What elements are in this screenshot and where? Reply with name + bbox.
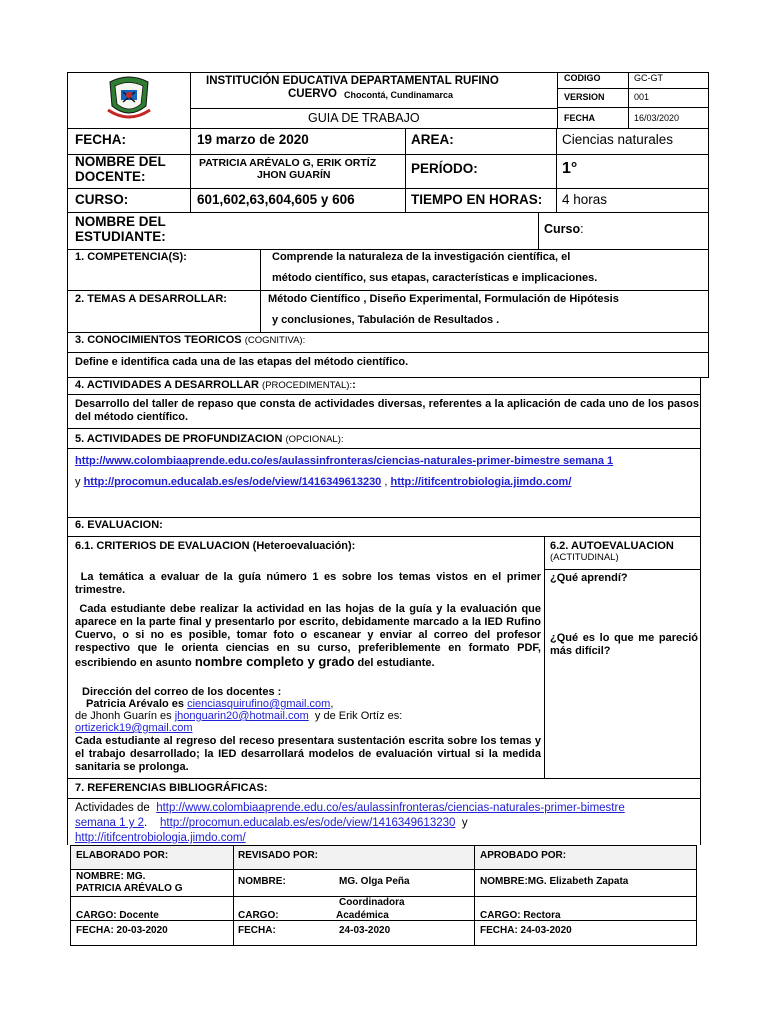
- competencia-label: 1. COMPETENCIA(S):: [75, 251, 187, 263]
- codigo-label: CODIGO: [564, 73, 601, 83]
- fecha-field-label: FECHA:: [75, 132, 126, 147]
- fecha2-value: 24-03-2020: [339, 925, 391, 936]
- ref-procomun-link[interactable]: http://procomun.educalab.es/es/ode/view/1416349613230: [160, 817, 456, 829]
- criterios-label: 6.1. CRITERIOS DE EVALUACION (Heteroevaluación):: [75, 540, 356, 552]
- autoevaluacion-q2: ¿Qué es lo que me pareció más difícil?: [550, 632, 698, 657]
- autoevaluacion-q1: ¿Qué aprendí?: [550, 572, 628, 584]
- autoevaluacion-note: (ACTITUDINAL): [550, 552, 619, 563]
- cargo3: CARGO: Rectora: [480, 910, 561, 921]
- criterio-p3: Cada estudiante al regreso del receso presentara sustentación escrita sobre los temas y el trabajo desarrollado; la IED desarrollará modelos de evaluación virtual si la medida sanitaria se prolonga.: [75, 735, 541, 773]
- criterio-p1: La temática a evaluar de la guía número 1 es sobre los temas vistos en el primer trimestre.: [75, 571, 541, 596]
- institution-name-2: CUERVO: [288, 88, 337, 100]
- institution-city: Chocontá, Cundinamarca: [344, 90, 454, 100]
- docente-label-1: NOMBRE DEL: [75, 154, 166, 169]
- revisado-label: REVISADO POR:: [238, 850, 319, 861]
- ref-colombiaaprende-link[interactable]: http://www.colombiaaprende.edu.co/es/aulassinfronteras/ciencias-naturales-primer-bimestre: [156, 802, 625, 814]
- referencias-label: 7. REFERENCIAS BIBLIOGRÁFICAS:: [75, 782, 268, 794]
- curso-value: 601,602,63,604,605 y 606: [197, 192, 355, 207]
- curso2-label: Curso:: [544, 222, 584, 236]
- nombre2-label: NOMBRE:: [238, 876, 286, 887]
- institution-name: INSTITUCIÓN EDUCATIVA DEPARTAMENTAL RUFINO: [206, 75, 499, 87]
- fecha3: FECHA: 24-03-2020: [480, 925, 572, 936]
- profundizacion-label: 5. ACTIVIDADES DE PROFUNDIZACION (OPCIONAL):: [75, 433, 344, 445]
- cargo1: CARGO: Docente: [76, 910, 159, 921]
- itifcentro-link[interactable]: http://itifcentrobiologia.jimdo.com/: [390, 476, 572, 488]
- correo-patricia-link[interactable]: cienciasquirufino@gmail.com: [187, 698, 331, 710]
- periodo-label: PERÍODO:: [411, 161, 478, 176]
- conocimientos-label: 3. CONOCIMIENTOS TEORICOS (COGNITIVA):: [75, 334, 306, 346]
- estudiante-label-1: NOMBRE DEL: [75, 214, 166, 229]
- tiempo-label: TIEMPO EN HORAS:: [411, 192, 543, 207]
- temas-line-1: Método Científico , Diseño Experimental, Formulación de Hipótesis: [268, 293, 619, 305]
- correo-label: Dirección del correo de los docentes :: [82, 686, 282, 698]
- nombre1-line-2: PATRICIA ARÉVALO G: [76, 883, 183, 894]
- temas-label: 2. TEMAS A DESARROLLAR:: [75, 293, 227, 305]
- tiempo-value: 4 horas: [562, 192, 608, 207]
- actividades-text: Desarrollo del taller de repaso que consta de actividades diversas, referentes a la aplicación de cada uno de los pasos del método científico.: [75, 398, 699, 423]
- docente-value-1: PATRICIA ARÉVALO G, ERIK ORTÍZ: [199, 157, 377, 169]
- area-label: AREA:: [411, 132, 454, 147]
- fecha-field-value: 19 marzo de 2020: [197, 132, 309, 147]
- profundizacion-line-2: y http://procomun.educalab.es/es/ode/view/1416349613230 , http://itifcentrobiologia.jimdo.com/: [75, 476, 572, 488]
- competencia-line-2: método científico, sus etapas, características e implicaciones.: [272, 272, 598, 284]
- ref-itifcentro-link[interactable]: http://itifcentrobiologia.jimdo.com/: [75, 832, 246, 844]
- answer-q1-field[interactable]: [545, 584, 700, 626]
- correo-line-2: de Jhonh Guarín es jhonguarin20@hotmail.com y de Erik Ortíz es:: [75, 710, 403, 722]
- autoevaluacion-label: 6.2. AUTOEVALUACION: [550, 540, 674, 552]
- fecha1: FECHA: 20-03-2020: [76, 925, 168, 936]
- correo-erik-link[interactable]: ortizerick19@gmail.com: [75, 722, 193, 734]
- version-label: VERSION: [564, 92, 605, 102]
- profundizacion-line-1: [75, 455, 613, 468]
- estudiante-label-2: ESTUDIANTE:: [75, 229, 166, 244]
- cargo2-value: Académica: [336, 910, 389, 921]
- docente-label-2: DOCENTE:: [75, 169, 146, 184]
- curso-label: CURSO:: [75, 192, 129, 207]
- correo-line-1: Patricia Arévalo es cienciasquirufino@gmail.com,: [86, 698, 334, 710]
- version-value: 001: [634, 92, 650, 102]
- fecha-label: FECHA: [564, 113, 595, 123]
- referencias-line-1: Actividades de http://www.colombiaaprende.edu.co/es/aulassinfronteras/ciencias-naturales-primer-bimestre: [75, 802, 625, 814]
- area-value: Ciencias naturales: [562, 132, 674, 147]
- cargo2-label: CARGO:: [238, 910, 279, 921]
- actividades-label: 4. ACTIVIDADES A DESARROLLAR (PROCEDIMENTAL)::: [75, 379, 356, 391]
- periodo-value: 1°: [562, 160, 578, 177]
- student-name-field[interactable]: [191, 213, 537, 248]
- referencias-line-3: [75, 832, 246, 845]
- fecha-value: 16/03/2020: [634, 113, 680, 123]
- temas-line-2: y conclusiones, Tabulación de Resultados .: [272, 314, 500, 326]
- cargo-extra: Coordinadora: [339, 897, 405, 908]
- aprobado-label: APROBADO POR:: [480, 850, 567, 861]
- codigo-value: GC-GT: [634, 73, 663, 83]
- competencia-line-1: Comprende la naturaleza de la investigación científica, el: [272, 251, 571, 263]
- school-crest-icon: [104, 74, 154, 122]
- ref-semana-link[interactable]: semana 1 y 2: [75, 817, 145, 829]
- docente-value-2: JHON GUARÍN: [257, 169, 331, 181]
- elaborado-label: ELABORADO POR:: [76, 850, 169, 861]
- correo-jhon-link[interactable]: jhonguarin20@hotmail.com: [174, 710, 309, 722]
- evaluacion-label: 6. EVALUACION:: [75, 519, 163, 531]
- referencias-line-2: semana 1 y 2. http://procomun.educalab.es/es/ode/view/1416349613230 y: [75, 817, 468, 829]
- conocimientos-text: Define e identifica cada una de las etapas del método científico.: [75, 356, 409, 368]
- fecha2-label: FECHA:: [238, 925, 276, 936]
- nombre1-line-1: NOMBRE: MG.: [76, 871, 146, 882]
- procomun-link[interactable]: http://procomun.educalab.es/es/ode/view/1416349613230: [83, 476, 382, 488]
- criterio-p2: Cada estudiante debe realizar la actividad en las hojas de la guía y la evaluación que aparece en la parte final y presentarlo por escrito, debidamente marcado a la IED Rufino Cuervo, o si no es posible, tomar foto o escanear y enviar al correo del profesor respectivo que le orienta ciencias en su curso, preferiblemente en formato PDF, escribiendo en asunto nombre completo y grado del estudiante.: [75, 603, 542, 669]
- nombre3: NOMBRE:MG. Elizabeth Zapata: [480, 876, 629, 887]
- colombiaaprende-link[interactable]: http://www.colombiaaprende.edu.co/es/aulassinfronteras/ciencias-naturales-primer-bimestre semana 1: [75, 455, 614, 467]
- nombre2-value: MG. Olga Peña: [339, 876, 410, 887]
- doc-title: GUIA DE TRABAJO: [308, 111, 420, 125]
- correo-line-3: [75, 722, 193, 735]
